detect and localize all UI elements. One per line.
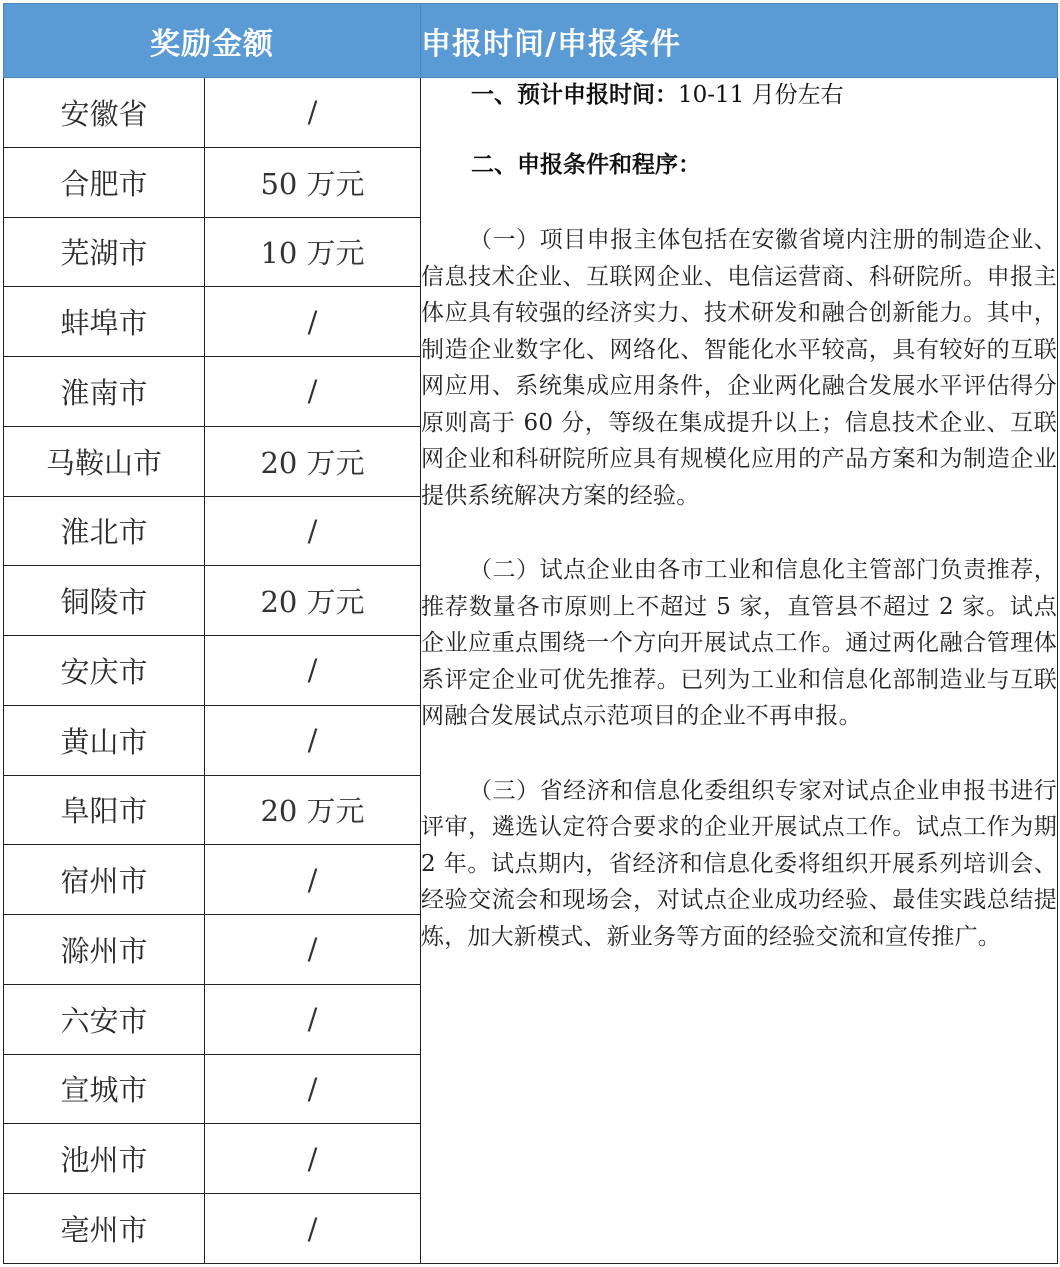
amount-cell: /: [205, 287, 421, 357]
amount-cell: /: [205, 1194, 421, 1264]
table-row: [4, 78, 1058, 148]
city-cell: 淮南市: [4, 357, 205, 427]
city-cell: 合肥市: [4, 147, 205, 217]
amount-cell: 50 万元: [205, 147, 421, 217]
city-cell: 马鞍山市: [4, 426, 205, 496]
city-cell: 宣城市: [4, 1054, 205, 1124]
amount-cell: /: [205, 845, 421, 915]
amount-cell: 20 万元: [205, 566, 421, 636]
city-cell: 安徽省: [4, 78, 205, 148]
condition-paragraph-1: （一）项目申报主体包括在安徽省境内注册的制造企业、信息技术企业、互联网企业、电信运营商、科研院所。申报主体应具有较强的经济实力、技术研发和融合创新能力。其中，制造企业数字化、网络化、智能化水平较高，具有较好的互联网应用、系统集成应用条件，企业两化融合发展水平评估得分原则高于 60 分，等级在集成提升以上；信息技术企业、互联网企业和科研院所应具有规模化应用的产品方案和为制造企业提供系统解决方案的经验。: [421, 227, 1057, 509]
application-time-value: 10-11 月份左右: [678, 82, 844, 108]
amount-cell: /: [205, 1054, 421, 1124]
application-time: [421, 78, 1057, 112]
header-row: [4, 4, 1058, 78]
city-cell: 芜湖市: [4, 217, 205, 287]
reward-table: [3, 3, 1058, 1264]
city-cell: 铜陵市: [4, 566, 205, 636]
amount-cell: /: [205, 78, 421, 148]
city-cell: 亳州市: [4, 1194, 205, 1264]
amount-cell: 20 万元: [205, 775, 421, 845]
amount-cell: /: [205, 705, 421, 775]
city-cell: 蚌埠市: [4, 287, 205, 357]
city-cell: 滁州市: [4, 915, 205, 985]
city-cell: 黄山市: [4, 705, 205, 775]
city-cell: 池州市: [4, 1124, 205, 1194]
city-cell: 阜阳市: [4, 775, 205, 845]
conditions-title: 二、申报条件和程序：: [471, 152, 701, 178]
amount-cell: /: [205, 357, 421, 427]
condition-paragraph-3: （三）省经济和信息化委组织专家对试点企业申报书进行评审，遴选认定符合要求的企业开展试点工作。试点工作为期 2 年。试点期内，省经济和信息化委将组织开展系列培训会、经验交流会和现场会，对试点企业成功经验、最佳实践总结提炼，加大新模式、新业务等方面的经验交流和宣传推广。: [421, 777, 1057, 950]
application-info-header: 申报时间/申报条件: [421, 4, 1058, 78]
city-cell: 安庆市: [4, 636, 205, 706]
condition-paragraph-2: （二）试点企业由各市工业和信息化主管部门负责推荐，推荐数量各市原则上不超过 5 家，直管县不超过 2 家。试点企业应重点围绕一个方向开展试点工作。通过两化融合管理体系评定企业可优先推荐。已列为工业和信息化部制造业与互联网融合发展试点示范项目的企业不再申报。: [421, 557, 1057, 729]
city-cell: 六安市: [4, 984, 205, 1054]
amount-cell: /: [205, 984, 421, 1054]
amount-cell: /: [205, 915, 421, 985]
amount-cell: /: [205, 496, 421, 566]
reward-amount-header: 奖励金额: [4, 4, 421, 78]
application-details: [421, 78, 1058, 1264]
amount-cell: /: [205, 636, 421, 706]
amount-cell: 10 万元: [205, 217, 421, 287]
application-time-label: 一、预计申报时间：: [471, 82, 678, 108]
amount-cell: /: [205, 1124, 421, 1194]
amount-cell: 20 万元: [205, 426, 421, 496]
city-cell: 淮北市: [4, 496, 205, 566]
city-cell: 宿州市: [4, 845, 205, 915]
